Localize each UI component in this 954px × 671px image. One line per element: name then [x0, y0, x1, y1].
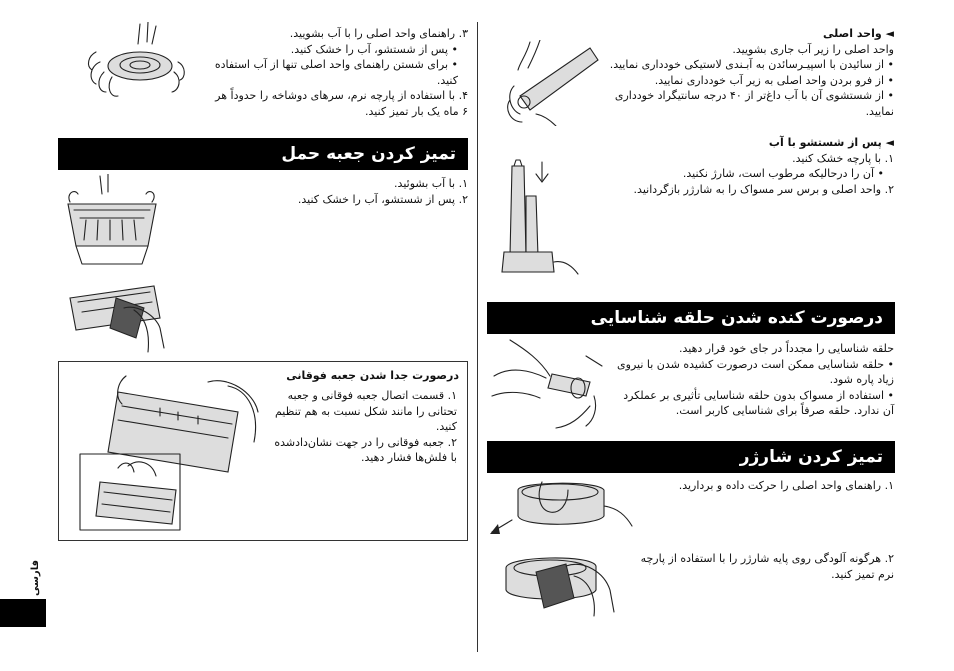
- after-wash-section: [604, 135, 894, 197]
- after-wash-step-1: ۱. با پارچه خشک کنید.: [792, 151, 894, 165]
- charger-cleaning-heading: تمیز کردن شارژر: [487, 441, 895, 473]
- step-4-text: ۴. با استفاده از پارچه نرم، سرهای دوشاخه را حدوداً هر ۶ ماه یک بار تمیز کنید.: [215, 89, 468, 118]
- main-unit-bullet-seal: • از سائیدن با اسپیـرسائدن به آبـندی لاستیکی خودداری نمایید.: [609, 58, 894, 71]
- main-unit-rinse-illustration: [500, 40, 604, 126]
- id-ring-illustration: [490, 336, 606, 430]
- page-side-tab: [0, 599, 46, 627]
- case-step-2-text: ۲. پس از شستشو، آب را خشک کنید.: [297, 192, 468, 206]
- case-step-1-text: ۱. با آب بشوئید.: [394, 177, 468, 190]
- after-wash-title: ◄ پس از شستشو با آب: [768, 136, 894, 149]
- charger-step-2-text: ۲. هرگونه آلودگی روی پایه شارژر را با استفاده از پارچه نرم تمیز کنید.: [640, 552, 894, 581]
- id-ring-bullet-tear: • حلقه شناسایی ممکن است درصورت کشیده شدن با نیروی زیاد پاره شود.: [617, 357, 894, 386]
- box-step-1-text: ۱. قسمت اتصال جعبه فوقانی و جعبه تحتانی را مانند شکل نسبت به هم تنظیم کنید.: [274, 389, 457, 433]
- bullet-dry-text: • پس از شستشو، آب را خشک کنید.: [290, 42, 458, 56]
- charger-guide-removal-illustration: [488, 476, 634, 542]
- case-reattach-illustration: [78, 372, 264, 532]
- guide-washing-illustration: [82, 22, 192, 104]
- after-wash-step-2: ۲. واحد اصلی و برس سر مسواک را به شارژر بازگردانید.: [633, 182, 894, 196]
- main-unit-rinse-text: واحد اصلی را زیر آب جاری بشویید.: [732, 42, 894, 56]
- main-unit-bullet-submerge: • از فرو بردن واحد اصلی به زیر آب خودداری نمایید.: [654, 73, 894, 87]
- bullet-water-only-text: • برای شستن راهنمای واحد اصلی تنها از آب استفاده کنید.: [214, 58, 458, 87]
- charger-step-1-text: ۱. راهنمای واحد اصلی را حرکت داده و بردارید.: [678, 479, 894, 492]
- charger-step-1-block: [636, 478, 894, 494]
- toothbrush-charger-illustration: [498, 156, 580, 280]
- id-ring-section: [610, 341, 894, 419]
- case-washing-illustration: [60, 174, 164, 268]
- id-ring-bullet-function: • استفاده از مسواک بدون حلقه شناسایی تأثیری بر عملکرد آن ندارد. حلقه صرفاً برای شناسایی کاربر است.: [623, 388, 894, 417]
- guide-instructions: [206, 26, 468, 119]
- upper-case-box-steps: [271, 388, 457, 466]
- case-cleaning-heading: تمیز کردن جعبه حمل: [58, 138, 468, 170]
- case-cleaning-steps: [180, 176, 468, 207]
- id-ring-heading: درصورت کنده شدن حلقه شناسایی: [487, 302, 895, 334]
- main-unit-section: [604, 26, 894, 119]
- language-side-label: فارسی: [30, 560, 41, 597]
- id-ring-reattach-text: حلقه شناسایی را مجدداً در جای خود قرار دهید.: [679, 342, 894, 355]
- after-wash-bullet: • آن را درحالیکه مرطوب است، شارژ نکنید.: [682, 167, 884, 180]
- upper-case-box-title: درصورت جدا شدن جعبه فوقانی: [286, 369, 459, 382]
- main-unit-bullet-hot-water: • از شستشوی آن با آب داغ‌تر از ۴۰ درجه سانتیگراد خودداری نمایید.: [614, 89, 894, 118]
- main-unit-title: ◄ واحد اصلی: [822, 27, 894, 40]
- box-step-2-text: ۲. جعبه فوقانی را در جهت نشان‌دادشده با فلش‌ها فشار دهید.: [274, 435, 457, 464]
- charger-base-wipe-illustration: [500, 546, 618, 618]
- step-3-text: ۳. راهنمای واحد اصلی را با آب بشویید.: [289, 27, 468, 40]
- case-drying-illustration: [64, 268, 168, 358]
- column-divider: [477, 22, 478, 652]
- charger-step-2-block: [636, 551, 894, 582]
